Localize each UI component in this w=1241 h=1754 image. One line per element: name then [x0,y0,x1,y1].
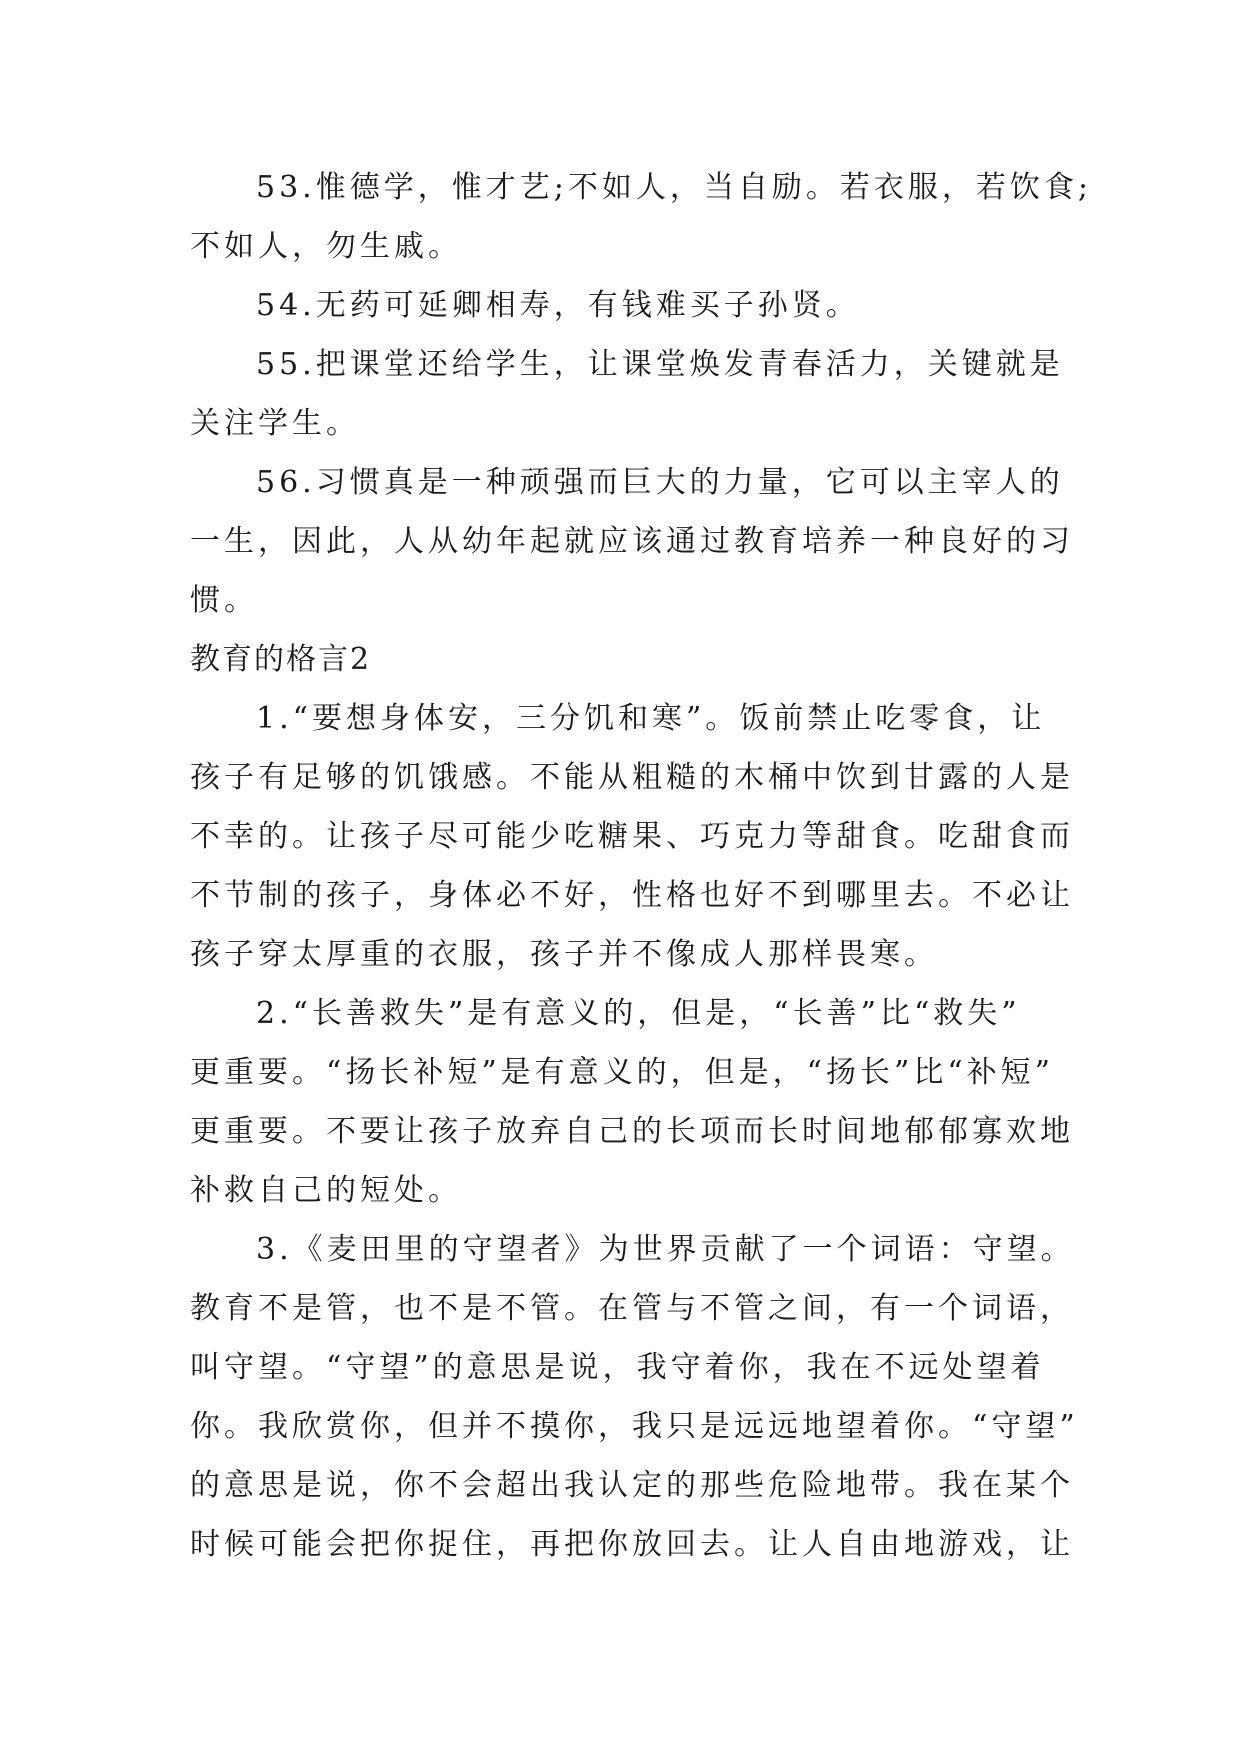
text-line: 惯。 [190,583,258,618]
text-line: 孩子穿太厚重的衣服，孩子并不像成人那样畏寒。 [190,937,938,972]
text-line: 更重要。“扬长补短”是有意义的，但是，“扬长”比“补短” [190,1055,1055,1090]
text-line: 叫守望。“守望”的意思是说，我守着你，我在不远处望着 [190,1350,1045,1385]
text-line: 3.《麦田里的守望者》为世界贡献了一个词语：守望。 [256,1232,1075,1267]
text-line: 不节制的孩子，身体必不好，性格也好不到哪里去。不必让 [190,878,1074,913]
text-line: 54.无药可延卿相寿，有钱难买子孙贤。 [256,288,860,323]
paragraph-54 [190,276,1052,335]
text-line: 教育不是管，也不是不管。在管与不管之间，有一个词语， [190,1291,1074,1326]
paragraph-53 [190,158,1092,276]
paragraph-55 [190,335,1064,453]
maxim-2 [190,984,1074,1220]
text-line: 56.习惯真是一种顽强而巨大的力量，它可以主宰人的 [256,465,1064,500]
text-line: 不如人，勿生戚。 [190,229,462,264]
text-line: 53.惟德学，惟才艺;不如人，当自励。若衣服，若饮食; [256,170,1092,205]
text-line: 55.把课堂还给学生，让课堂焕发青春活力，关键就是 [256,347,1064,382]
text-line: 更重要。不要让孩子放弃自己的长项而长时间地郁郁寡欢地 [190,1114,1074,1149]
text-line: 2.“长善救失”是有意义的，但是，“长善”比“救失” [256,996,1021,1031]
text-line: 1.“要想身体安，三分饥和寒”。饭前禁止吃零食，让 [256,701,1046,736]
text-line: 不幸的。让孩子尽可能少吃糖果、巧克力等甜食。吃甜食而 [190,819,1074,854]
text-line: 孩子有足够的饥饿感。不能从粗糙的木桶中饮到甘露的人是 [190,760,1074,795]
maxim-3 [190,1220,1079,1574]
paragraph-56 [190,453,1074,630]
text-line: 你。我欣赏你，但并不摸你，我只是远远地望着你。“守望” [190,1409,1079,1444]
text-line: 关注学生。 [190,406,360,441]
text-line: 一生，因此，人从幼年起就应该通过教育培养一种良好的习 [190,524,1074,559]
maxim-1 [190,689,1074,984]
section-heading: 教育的格言2 [190,642,372,677]
text-line: 补救自己的短处。 [190,1173,462,1208]
text-line: 时候可能会把你捉住，再把你放回去。让人自由地游戏，让 [190,1527,1074,1562]
text-line: 的意思是说，你不会超出我认定的那些危险地带。我在某个 [190,1468,1074,1503]
document-body [190,158,1092,1574]
